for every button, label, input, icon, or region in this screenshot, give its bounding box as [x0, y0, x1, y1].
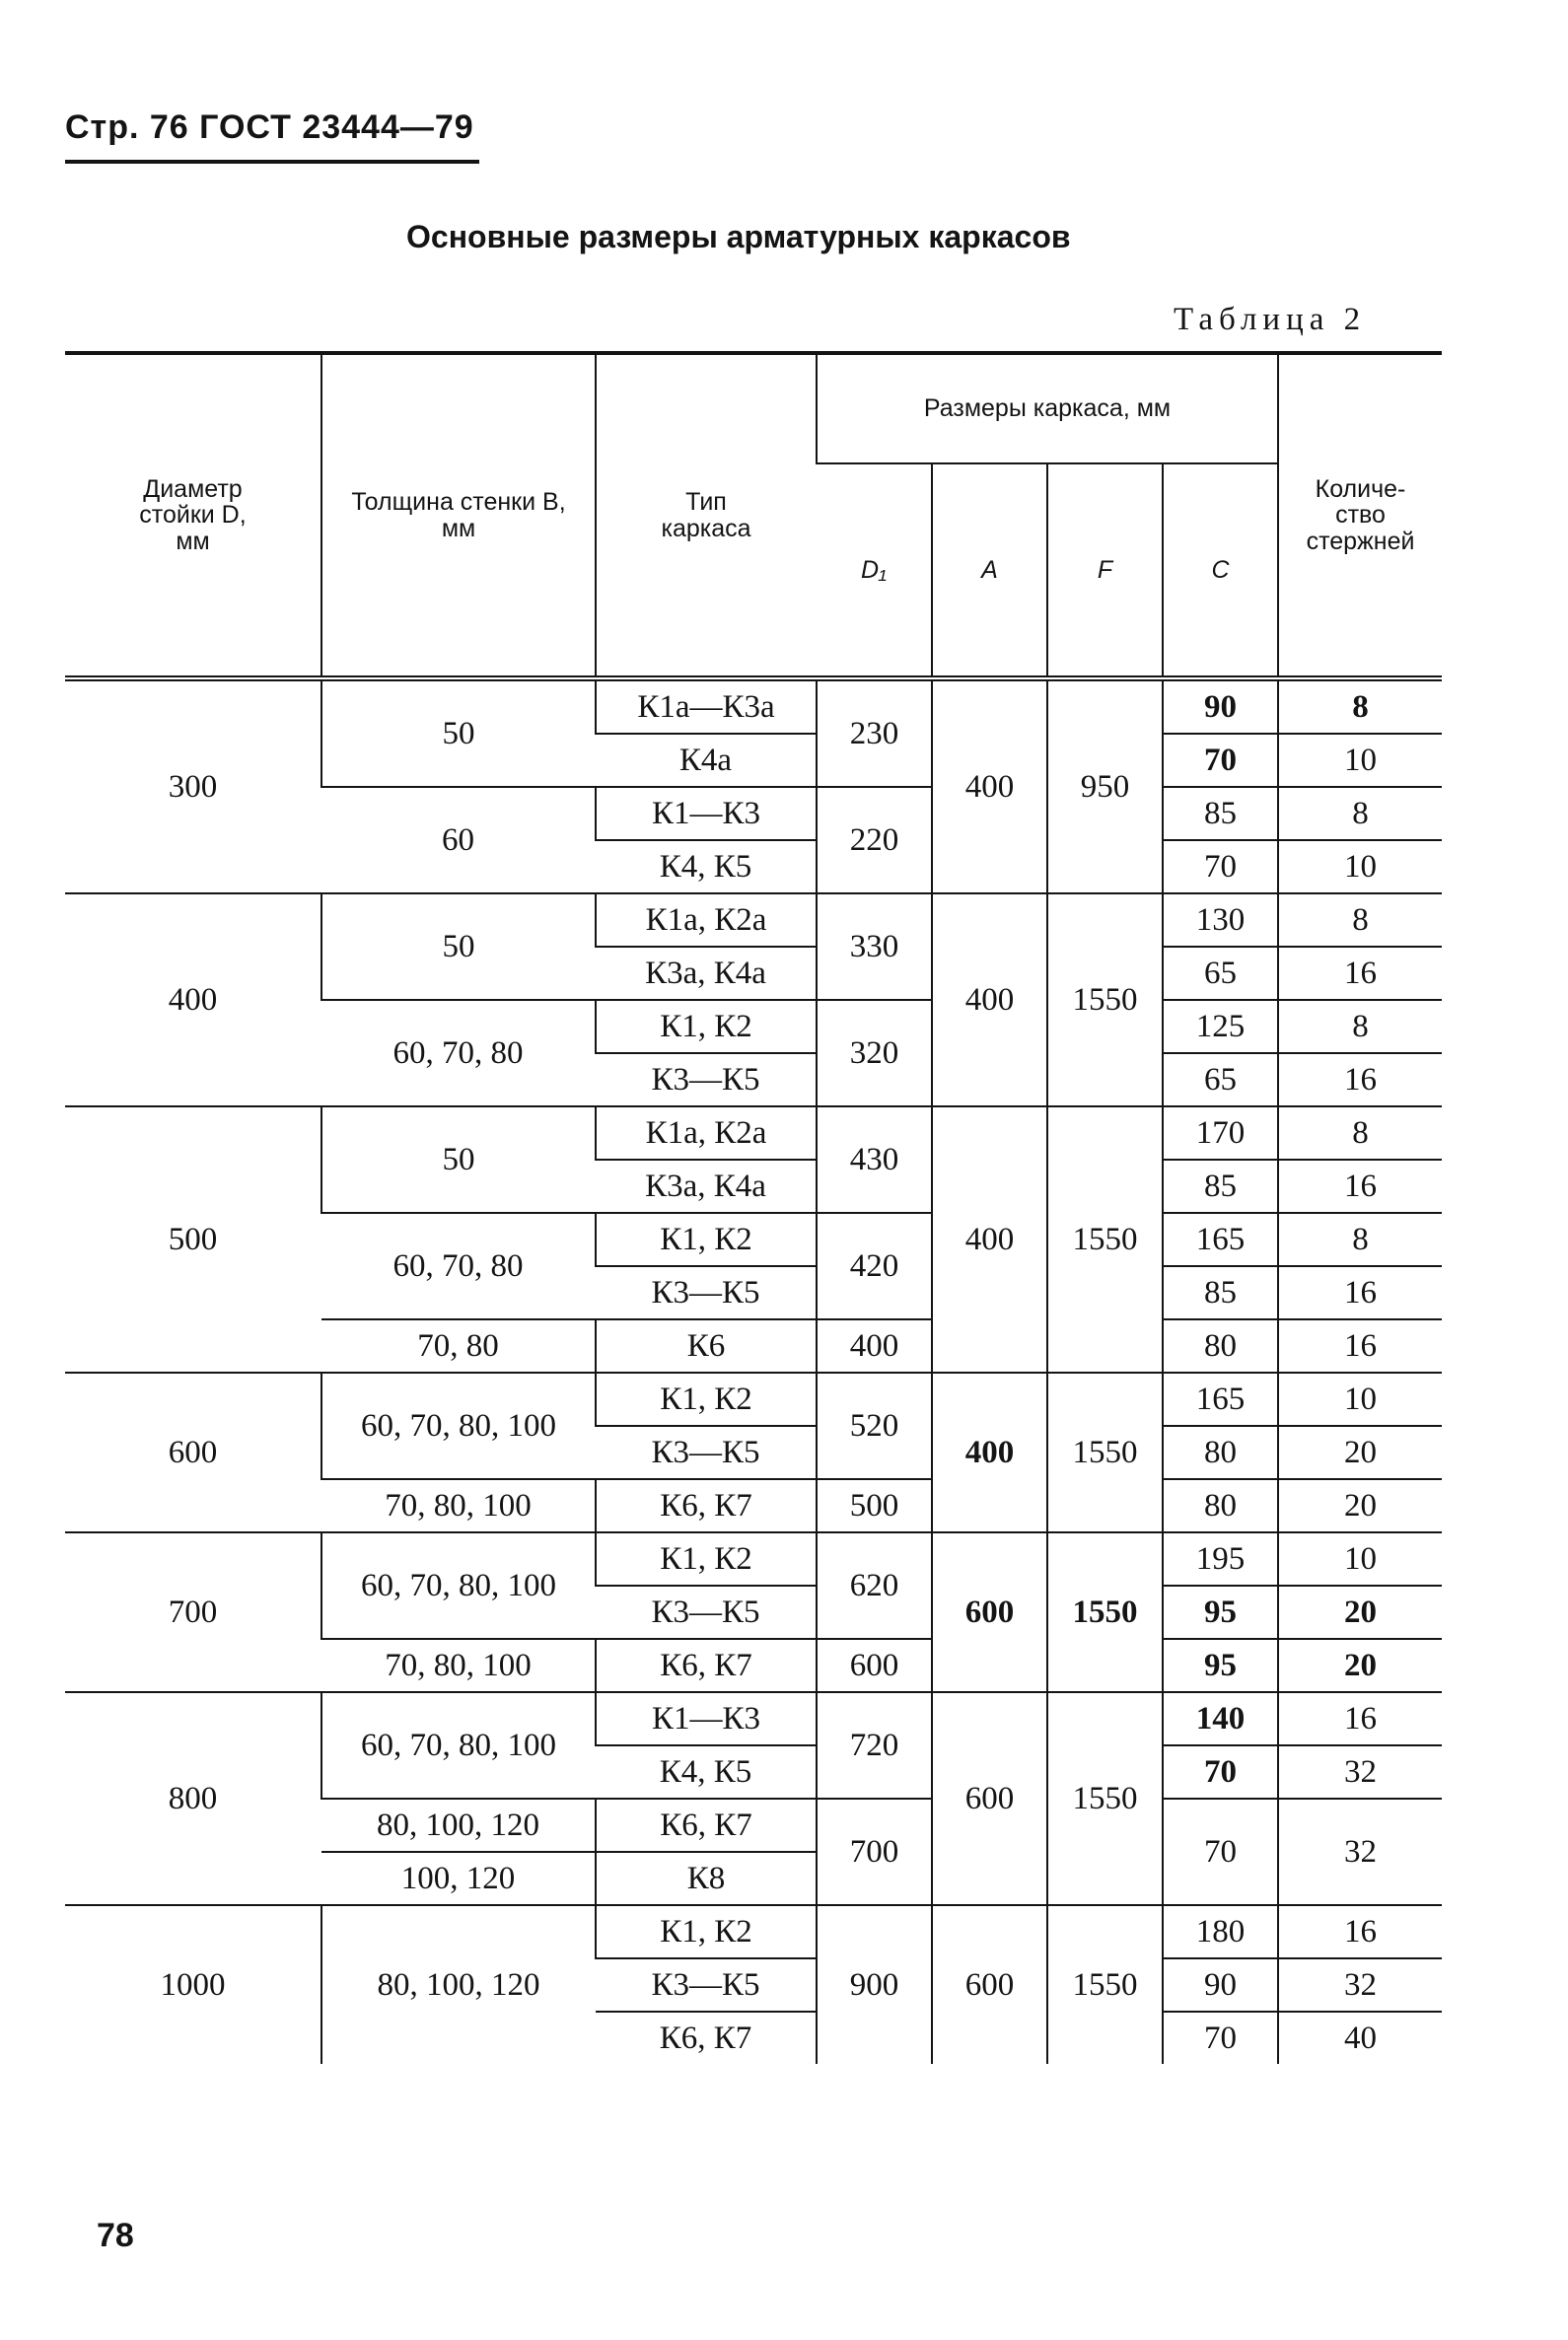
cell-wall: 60, 70, 80, 100	[321, 1373, 596, 1479]
cell-wall: 80, 100, 120	[321, 1905, 596, 2064]
cell-c: 65	[1163, 1053, 1278, 1106]
cell-c: 90	[1163, 1958, 1278, 2012]
table-row	[65, 1373, 1442, 1426]
cell-diameter: 600	[65, 1373, 321, 1532]
cell-c: 180	[1163, 1905, 1278, 1958]
cell-c: 130	[1163, 893, 1278, 947]
cell-wall: 70, 80	[321, 1319, 596, 1373]
cell-diameter: 1000	[160, 1966, 226, 2003]
cell-count: 32	[1278, 1745, 1442, 1799]
cell-f: 1550	[1047, 1106, 1163, 1373]
cell-type: К1а, К2а	[596, 1106, 817, 1160]
cell-count: 16	[1278, 947, 1442, 1000]
table-row	[65, 678, 1442, 734]
cell-d1: 400	[817, 1319, 932, 1373]
table-row	[65, 1905, 1442, 1958]
cell-type: К1, К2	[596, 1532, 817, 1586]
col-count-label: Количе-ство стержней	[1306, 475, 1415, 555]
cell-d1: 600	[817, 1639, 932, 1692]
cell-type: К3—К5	[596, 1053, 817, 1106]
col-diameter-label: Диаметр стойки D, мм	[139, 475, 247, 555]
cell-type: К4а	[596, 734, 817, 787]
cell-type: К4, К5	[596, 1745, 817, 1799]
cell-d1: 230	[817, 678, 932, 787]
cell-c: 70	[1163, 734, 1278, 787]
cell-type: К6, К7	[596, 1799, 817, 1852]
cell-wall: 100, 120	[321, 1852, 596, 1905]
cell-f: 1550	[1047, 1905, 1163, 2064]
col-wall-label: Толщина стенки B, мм	[351, 488, 566, 542]
cell-d1: 900	[817, 1905, 932, 2064]
table-row	[65, 1106, 1442, 1160]
cell-c: 90	[1163, 678, 1278, 734]
cell-type: К6, К7	[596, 1639, 817, 1692]
cell-type: К6	[596, 1319, 817, 1373]
cell-type: К1—К3	[596, 787, 817, 840]
cell-count: 20	[1278, 1479, 1442, 1532]
col-diameter-header	[65, 353, 321, 678]
table-row	[65, 1692, 1442, 1745]
cell-count: 10	[1278, 1373, 1442, 1426]
cell-count: 32	[1278, 1958, 1442, 2012]
table-row	[65, 893, 1442, 947]
cell-d1: 220	[817, 787, 932, 893]
cell-type: К1, К2	[596, 1000, 817, 1053]
cell-c: 95	[1163, 1639, 1278, 1692]
cell-c: 85	[1163, 1266, 1278, 1319]
cell-c: 85	[1163, 1160, 1278, 1213]
cell-diameter: 400	[65, 893, 321, 1106]
cell-count: 32	[1278, 1799, 1442, 1905]
cell-type: К1а, К2а	[596, 893, 817, 947]
cell-count: 8	[1278, 1106, 1442, 1160]
cell-type: К3—К5	[596, 1586, 817, 1639]
col-count-header	[1278, 353, 1442, 678]
cell-wall: 60, 70, 80, 100	[321, 1532, 596, 1639]
cell-count: 20	[1278, 1639, 1442, 1692]
cell-a: 400	[932, 893, 1047, 1106]
cell-c: 165	[1163, 1373, 1278, 1426]
cell-c: 95	[1163, 1586, 1278, 1639]
col-wall-header	[321, 353, 596, 678]
cell-count: 16	[1278, 1053, 1442, 1106]
cell-count: 40	[1278, 2012, 1442, 2064]
cell-d1: 330	[817, 893, 932, 1000]
cell-count: 8	[1278, 678, 1442, 734]
cell-a: 400	[932, 1106, 1047, 1373]
cell-count: 10	[1278, 734, 1442, 787]
cell-wall: 50	[321, 893, 596, 1000]
col-a-header: A	[932, 463, 1047, 678]
cell-d1: 430	[817, 1106, 932, 1213]
cell-diameter: 800	[65, 1692, 321, 1905]
cell-type: К3а, К4а	[596, 1160, 817, 1213]
cell-c: 70	[1163, 840, 1278, 893]
cell-a: 400	[932, 678, 1047, 893]
cell-f: 1550	[1047, 1532, 1163, 1692]
table-number: Таблица 2	[1174, 302, 1367, 337]
cell-c: 70	[1163, 1799, 1278, 1905]
cell-d1: 720	[817, 1692, 932, 1799]
cell-c: 165	[1163, 1213, 1278, 1266]
cell-c: 125	[1163, 1000, 1278, 1053]
table-row	[65, 1532, 1442, 1586]
cell-type: К8	[596, 1852, 817, 1905]
cell-count: 20	[1278, 1586, 1442, 1639]
cell-c: 65	[1163, 947, 1278, 1000]
cell-f: 950	[1047, 678, 1163, 893]
cell-d1: 620	[817, 1532, 932, 1639]
cell-a: 600	[932, 1905, 1047, 2064]
cell-count: 8	[1278, 1213, 1442, 1266]
cell-c: 80	[1163, 1426, 1278, 1479]
cell-f: 1550	[1047, 1692, 1163, 1905]
cell-diameter: 300	[65, 678, 321, 893]
cell-type: К6, К7	[659, 2020, 752, 2056]
cell-wall: 50	[321, 1106, 596, 1213]
cell-wall: 60	[321, 787, 596, 893]
col-type-header	[596, 353, 817, 678]
cell-d1: 320	[817, 1000, 932, 1106]
cell-count: 16	[1278, 1692, 1442, 1745]
cell-type: К4, К5	[596, 840, 817, 893]
cell-count: 8	[1278, 787, 1442, 840]
cell-type: К1а—К3а	[596, 678, 817, 734]
cell-wall: 50	[321, 678, 596, 787]
col-f-header: F	[1047, 463, 1163, 678]
col-type-label: Тип каркаса	[661, 488, 751, 542]
cell-wall: 60, 70, 80	[321, 1000, 596, 1106]
cell-wall: 80, 100, 120	[321, 1799, 596, 1852]
cell-type: К1, К2	[596, 1213, 817, 1266]
cell-type: К1, К2	[596, 1905, 817, 1958]
cell-count: 16	[1278, 1160, 1442, 1213]
cell-count: 10	[1278, 1532, 1442, 1586]
cell-c: 85	[1163, 787, 1278, 840]
cell-a: 600	[932, 1532, 1047, 1692]
cell-type: К3—К5	[596, 1958, 817, 2012]
col-d1-header: D₁	[817, 463, 932, 678]
cell-count: 16	[1278, 1319, 1442, 1373]
table-title: Основные размеры арматурных каркасов	[406, 219, 1071, 254]
cell-diameter: 700	[65, 1532, 321, 1692]
header-rule	[65, 160, 479, 164]
col-c-header: C	[1163, 463, 1278, 678]
cell-a: 600	[932, 1692, 1047, 1905]
cell-wall: 60, 70, 80, 100	[321, 1692, 596, 1799]
cell-f: 1550	[1047, 1373, 1163, 1532]
cell-c: 80	[1163, 1319, 1278, 1373]
cell-d1: 500	[817, 1479, 932, 1532]
cell-count: 16	[1278, 1905, 1442, 1958]
cell-c: 70	[1163, 1745, 1278, 1799]
cell-type: К3—К5	[596, 1426, 817, 1479]
cell-count: 8	[1278, 1000, 1442, 1053]
cell-count: 10	[1278, 840, 1442, 893]
cell-type: К1—К3	[596, 1692, 817, 1745]
cell-type: К3—К5	[596, 1266, 817, 1319]
cell-c: 170	[1163, 1106, 1278, 1160]
cell-c: 195	[1163, 1532, 1278, 1586]
cell-diameter: 500	[65, 1106, 321, 1373]
cell-c: 80	[1163, 1479, 1278, 1532]
cell-type: К1, К2	[596, 1373, 817, 1426]
cell-wall: 70, 80, 100	[321, 1479, 596, 1532]
cell-count: 8	[1278, 893, 1442, 947]
col-group-header: Размеры каркаса, мм	[817, 353, 1278, 463]
cell-d1: 420	[817, 1213, 932, 1319]
cell-wall: 60, 70, 80	[321, 1213, 596, 1319]
cell-count: 16	[1278, 1266, 1442, 1319]
cell-c: 70	[1163, 2012, 1278, 2064]
cell-count: 20	[1278, 1426, 1442, 1479]
cell-type: К3а, К4а	[596, 947, 817, 1000]
frame-dimensions-table	[65, 351, 1442, 2064]
cell-d1: 520	[817, 1373, 932, 1479]
cell-type: К6, К7	[596, 1479, 817, 1532]
cell-f: 1550	[1047, 893, 1163, 1106]
cell-a: 400	[932, 1373, 1047, 1532]
cell-d1: 700	[817, 1799, 932, 1905]
page-number: 78	[97, 2217, 134, 2254]
cell-c: 140	[1163, 1692, 1278, 1745]
page-header: Стр. 76 ГОСТ 23444—79	[65, 108, 474, 146]
cell-wall: 70, 80, 100	[321, 1639, 596, 1692]
